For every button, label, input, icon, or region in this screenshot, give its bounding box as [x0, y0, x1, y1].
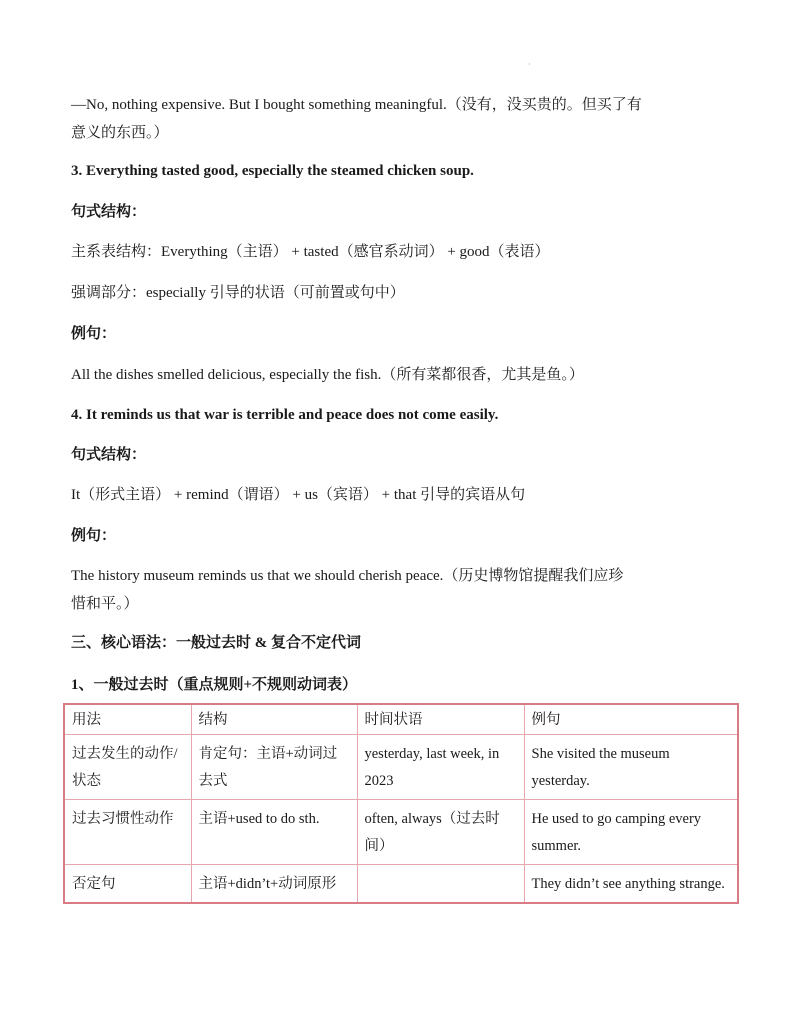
table-row — [64, 865, 738, 904]
table-header-cell: 时间状语 — [357, 704, 524, 735]
table-cell: 过去习惯性动作 — [64, 800, 191, 865]
table-cell — [357, 865, 524, 904]
table-cell: 否定句 — [64, 865, 191, 904]
sentence-3-title: 3. Everything tasted good, especially the steamed chicken soup. — [71, 163, 474, 179]
sentence-4-structure-line: It（形式主语） + remind（谓语） + us（宾语） + that 引导的宾语从句 — [71, 487, 526, 503]
page-marker: · — [528, 60, 531, 69]
table-cell: 肯定句：主语+动词过去式 — [191, 735, 357, 800]
table-cell: 过去发生的动作/状态 — [64, 735, 191, 800]
table-cell: yesterday, last week, in 2023 — [357, 735, 524, 800]
intro-line-1: —No, nothing expensive. But I bought something meaningful.（没有，没买贵的。但买了有 — [71, 97, 642, 113]
table-header-cell: 例句 — [524, 704, 738, 735]
subsection-1-title: 1、一般过去时（重点规则+不规则动词表） — [71, 677, 358, 693]
simple-past-table — [63, 703, 739, 904]
sentence-4-example-label: 例句： — [71, 528, 117, 544]
table-cell: 主语+used to do sth. — [191, 800, 357, 865]
table-cell: She visited the museum yesterday. — [524, 735, 738, 800]
sentence-3-structure-line-2: 强调部分：especially 引导的状语（可前置或句中） — [71, 285, 405, 301]
sentence-3-example: All the dishes smelled delicious, especially the fish.（所有菜都很香，尤其是鱼。） — [71, 367, 584, 383]
sentence-4-example-line-2: 惜和平。） — [71, 596, 139, 612]
intro-line-2: 意义的东西。） — [71, 125, 169, 141]
table-cell: They didn’t see anything strange. — [524, 865, 738, 904]
table-row — [64, 735, 738, 800]
table-header-cell: 结构 — [191, 704, 357, 735]
table-cell: 主语+didn’t+动词原形 — [191, 865, 357, 904]
sentence-3-structure-line-1: 主系表结构：Everything（主语） + tasted（感官系动词） + good（表语） — [71, 244, 550, 260]
sentence-3-example-label: 例句： — [71, 326, 117, 342]
table-header-row — [64, 704, 738, 735]
sentence-3-structure-label: 句式结构： — [71, 204, 147, 220]
table-row — [64, 800, 738, 865]
sentence-4-example-line-1: The history museum reminds us that we should cherish peace.（历史博物馆提醒我们应珍 — [71, 568, 624, 584]
table-cell: often, always（过去时间） — [357, 800, 524, 865]
sentence-4-structure-label: 句式结构： — [71, 447, 147, 463]
sentence-4-title: 4. It reminds us that war is terrible and peace does not come easily. — [71, 407, 499, 423]
table-cell: He used to go camping every summer. — [524, 800, 738, 865]
section-3-title: 三、核心语法：一般过去时 & 复合不定代词 — [71, 635, 361, 651]
table-header-cell: 用法 — [64, 704, 191, 735]
